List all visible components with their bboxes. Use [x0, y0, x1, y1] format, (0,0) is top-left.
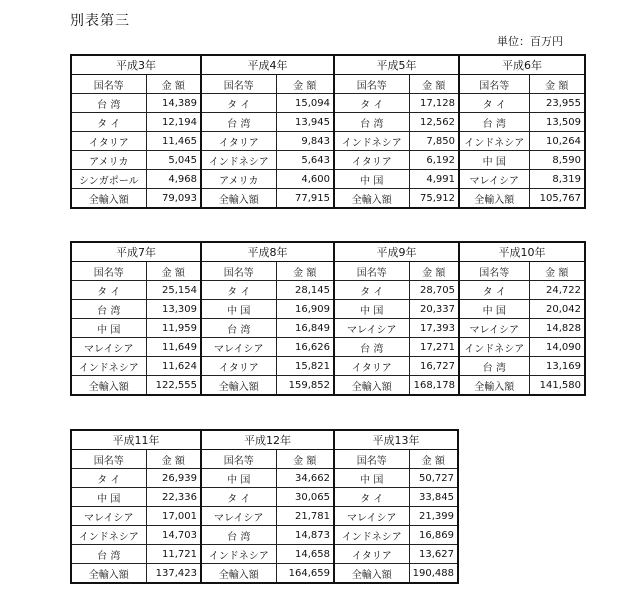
import-amount: 33,845: [409, 488, 458, 507]
column-header-amount: 金 額: [529, 75, 585, 94]
total-amount: 141,580: [529, 376, 585, 396]
country-name: 台 湾: [201, 526, 276, 545]
import-amount: 4,991: [409, 170, 459, 189]
total-label: 全輸入額: [459, 189, 529, 209]
total-label: 全輸入額: [71, 189, 146, 209]
column-header-name: 国名等: [334, 450, 409, 469]
total-amount: 164,659: [276, 564, 334, 584]
year-header: 平成3年: [71, 55, 201, 75]
year-header: 平成6年: [459, 55, 585, 75]
year-header: 平成13年: [334, 430, 458, 450]
total-label: 全輸入額: [201, 564, 276, 584]
country-name: インドネシア: [201, 545, 276, 564]
total-label: 全輸入額: [201, 189, 276, 209]
column-header-amount: 金 額: [146, 262, 201, 281]
column-header-amount: 金 額: [146, 75, 201, 94]
import-amount: 15,821: [276, 357, 334, 376]
table-row: [71, 132, 585, 151]
total-amount: 159,852: [276, 376, 334, 396]
country-name: マレイシア: [334, 507, 409, 526]
total-label: 全輸入額: [201, 376, 276, 396]
import-amount: 8,319: [529, 170, 585, 189]
country-name: イタリア: [334, 151, 409, 170]
year-header-row: [71, 242, 585, 262]
column-header-name: 国名等: [71, 262, 146, 281]
country-name: タ イ: [459, 281, 529, 300]
import-table-1: [70, 54, 586, 209]
import-amount: 16,849: [276, 319, 334, 338]
column-header-name: 国名等: [459, 262, 529, 281]
import-amount: 26,939: [146, 469, 201, 488]
import-amount: 11,959: [146, 319, 201, 338]
country-name: イタリア: [334, 545, 409, 564]
import-amount: 6,192: [409, 151, 459, 170]
country-name: 台 湾: [71, 545, 146, 564]
import-table-2: [70, 241, 586, 396]
year-header: 平成12年: [201, 430, 334, 450]
year-header: 平成9年: [334, 242, 459, 262]
import-amount: 13,509: [529, 113, 585, 132]
table-row: [71, 545, 458, 564]
total-amount: 105,767: [529, 189, 585, 209]
import-amount: 25,154: [146, 281, 201, 300]
column-header-amount: 金 額: [409, 450, 458, 469]
import-amount: 28,145: [276, 281, 334, 300]
country-name: タ イ: [201, 94, 276, 113]
total-row: [71, 189, 585, 209]
import-amount: 24,722: [529, 281, 585, 300]
import-amount: 13,309: [146, 300, 201, 319]
country-name: タ イ: [201, 281, 276, 300]
column-header-amount: 金 額: [276, 262, 334, 281]
country-name: 台 湾: [334, 338, 409, 357]
total-label: 全輸入額: [334, 189, 409, 209]
country-name: タ イ: [334, 488, 409, 507]
country-name: 台 湾: [334, 113, 409, 132]
country-name: タ イ: [71, 469, 146, 488]
country-name: マレイシア: [71, 338, 146, 357]
country-name: タ イ: [71, 113, 146, 132]
import-amount: 16,626: [276, 338, 334, 357]
country-name: マレイシア: [459, 170, 529, 189]
country-name: タ イ: [334, 94, 409, 113]
total-label: 全輸入額: [71, 564, 146, 584]
total-row: [71, 564, 458, 584]
import-amount: 14,873: [276, 526, 334, 545]
country-name: 中 国: [201, 300, 276, 319]
country-name: タ イ: [201, 488, 276, 507]
country-name: タ イ: [334, 281, 409, 300]
import-amount: 11,465: [146, 132, 201, 151]
column-header-amount: 金 額: [276, 75, 334, 94]
year-header: 平成5年: [334, 55, 459, 75]
total-label: 全輸入額: [71, 376, 146, 396]
import-amount: 17,001: [146, 507, 201, 526]
column-header-amount: 金 額: [409, 262, 459, 281]
import-amount: 5,643: [276, 151, 334, 170]
country-name: インドネシア: [71, 357, 146, 376]
table-row: [71, 300, 585, 319]
import-amount: 16,727: [409, 357, 459, 376]
country-name: マレイシア: [71, 507, 146, 526]
column-header-name: 国名等: [201, 75, 276, 94]
total-label: 全輸入額: [334, 376, 409, 396]
country-name: 中 国: [459, 151, 529, 170]
table-row: [71, 151, 585, 170]
table-row: [71, 319, 585, 338]
import-amount: 7,850: [409, 132, 459, 151]
country-name: インドネシア: [334, 132, 409, 151]
country-name: インドネシア: [201, 151, 276, 170]
year-header-row: [71, 430, 458, 450]
import-amount: 14,703: [146, 526, 201, 545]
import-amount: 17,271: [409, 338, 459, 357]
import-amount: 21,399: [409, 507, 458, 526]
total-amount: 122,555: [146, 376, 201, 396]
import-amount: 11,721: [146, 545, 201, 564]
import-amount: 20,337: [409, 300, 459, 319]
country-name: マレイシア: [201, 338, 276, 357]
country-name: 台 湾: [459, 357, 529, 376]
import-amount: 50,727: [409, 469, 458, 488]
import-amount: 12,562: [409, 113, 459, 132]
total-amount: 77,915: [276, 189, 334, 209]
year-header: 平成8年: [201, 242, 334, 262]
import-amount: 23,955: [529, 94, 585, 113]
import-amount: 30,065: [276, 488, 334, 507]
column-header-amount: 金 額: [276, 450, 334, 469]
import-amount: 21,781: [276, 507, 334, 526]
country-name: 中 国: [334, 170, 409, 189]
table-row: [71, 507, 458, 526]
total-amount: 137,423: [146, 564, 201, 584]
import-amount: 14,828: [529, 319, 585, 338]
import-amount: 17,393: [409, 319, 459, 338]
total-amount: 168,178: [409, 376, 459, 396]
country-name: 中 国: [71, 319, 146, 338]
import-table-3: [70, 429, 459, 584]
import-amount: 22,336: [146, 488, 201, 507]
country-name: 台 湾: [201, 319, 276, 338]
country-name: マレイシア: [201, 507, 276, 526]
table-row: [71, 488, 458, 507]
column-header-row: [71, 262, 585, 281]
country-name: アメリカ: [201, 170, 276, 189]
total-amount: 79,093: [146, 189, 201, 209]
import-amount: 16,909: [276, 300, 334, 319]
country-name: イタリア: [71, 132, 146, 151]
country-name: インドネシア: [71, 526, 146, 545]
country-name: タ イ: [71, 281, 146, 300]
column-header-row: [71, 450, 458, 469]
country-name: 中 国: [201, 469, 276, 488]
country-name: マレイシア: [334, 319, 409, 338]
column-header-name: 国名等: [71, 75, 146, 94]
import-amount: 14,389: [146, 94, 201, 113]
import-amount: 11,624: [146, 357, 201, 376]
column-header-name: 国名等: [201, 450, 276, 469]
year-header: 平成11年: [71, 430, 201, 450]
import-amount: 17,128: [409, 94, 459, 113]
country-name: 台 湾: [201, 113, 276, 132]
year-header: 平成4年: [201, 55, 334, 75]
table-row: [71, 338, 585, 357]
total-amount: 75,912: [409, 189, 459, 209]
country-name: イタリア: [334, 357, 409, 376]
import-amount: 13,945: [276, 113, 334, 132]
country-name: 台 湾: [71, 300, 146, 319]
country-name: 中 国: [459, 300, 529, 319]
import-amount: 13,627: [409, 545, 458, 564]
country-name: 台 湾: [459, 113, 529, 132]
table-row: [71, 170, 585, 189]
table-row: [71, 94, 585, 113]
import-amount: 12,194: [146, 113, 201, 132]
country-name: イタリア: [201, 357, 276, 376]
column-header-amount: 金 額: [409, 75, 459, 94]
column-header-name: 国名等: [334, 262, 409, 281]
import-amount: 4,600: [276, 170, 334, 189]
country-name: アメリカ: [71, 151, 146, 170]
table-row: [71, 281, 585, 300]
import-amount: 14,658: [276, 545, 334, 564]
import-amount: 14,090: [529, 338, 585, 357]
import-amount: 4,968: [146, 170, 201, 189]
table-row: [71, 113, 585, 132]
import-amount: 20,042: [529, 300, 585, 319]
column-header-amount: 金 額: [146, 450, 201, 469]
table-row: [71, 357, 585, 376]
country-name: マレイシア: [459, 319, 529, 338]
import-amount: 15,094: [276, 94, 334, 113]
country-name: 中 国: [334, 300, 409, 319]
column-header-amount: 金 額: [529, 262, 585, 281]
total-row: [71, 376, 585, 396]
year-header: 平成7年: [71, 242, 201, 262]
total-amount: 190,488: [409, 564, 458, 584]
table-row: [71, 469, 458, 488]
import-amount: 5,045: [146, 151, 201, 170]
import-amount: 8,590: [529, 151, 585, 170]
country-name: インドネシア: [459, 338, 529, 357]
total-label: 全輸入額: [334, 564, 409, 584]
country-name: 台 湾: [71, 94, 146, 113]
import-amount: 11,649: [146, 338, 201, 357]
import-amount: 34,662: [276, 469, 334, 488]
page-title: 別表第三: [70, 13, 130, 29]
year-header: 平成10年: [459, 242, 585, 262]
import-amount: 13,169: [529, 357, 585, 376]
country-name: 中 国: [334, 469, 409, 488]
country-name: 中 国: [71, 488, 146, 507]
column-header-name: 国名等: [459, 75, 529, 94]
column-header-name: 国名等: [71, 450, 146, 469]
import-amount: 10,264: [529, 132, 585, 151]
import-amount: 9,843: [276, 132, 334, 151]
column-header-row: [71, 75, 585, 94]
country-name: インドネシア: [459, 132, 529, 151]
year-header-row: [71, 55, 585, 75]
table-row: [71, 526, 458, 545]
import-amount: 16,869: [409, 526, 458, 545]
country-name: タ イ: [459, 94, 529, 113]
country-name: シンガポール: [71, 170, 146, 189]
unit-label: 単位：百万円: [497, 35, 563, 48]
total-label: 全輸入額: [459, 376, 529, 396]
country-name: インドネシア: [334, 526, 409, 545]
country-name: イタリア: [201, 132, 276, 151]
column-header-name: 国名等: [201, 262, 276, 281]
import-amount: 28,705: [409, 281, 459, 300]
column-header-name: 国名等: [334, 75, 409, 94]
